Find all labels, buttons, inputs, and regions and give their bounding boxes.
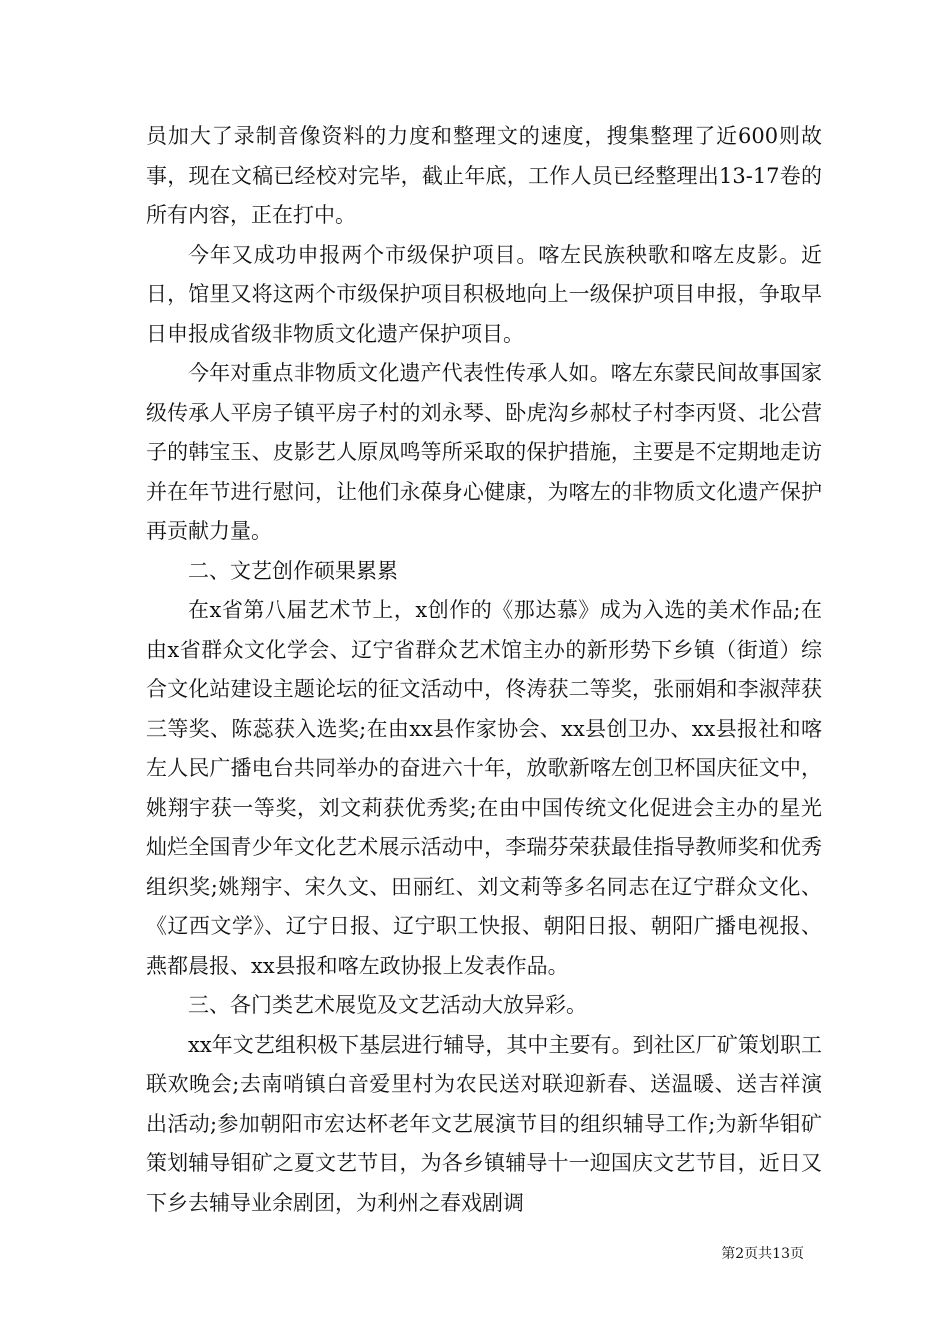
page-number: 第2页共13页 — [721, 1246, 804, 1262]
paragraph: 今年对重点非物质文化遗产代表性传承人如。喀左东蒙民间故事国家级传承人平房子镇平房子村的刘永琴、卧虎沟乡郝杖子村李丙贤、北公营子的韩宝玉、皮影艺人原凤鸣等所采取的保护措施，主要是不定期地走访并在年节进行慰问，让他们永葆身心健康，为喀左的非物质文化遗产保护再贡献力量。 — [146, 361, 822, 543]
section-heading: 二、文艺创作硕果累累 — [188, 558, 398, 583]
document-body — [146, 117, 822, 1223]
paragraph: xx年文艺组积极下基层进行辅导，其中主要有。到社区厂矿策划职工联欢晚会;去南哨镇白音爱里村为农民送对联迎新春、送温暖、送吉祥演出活动;参加朝阳市宏达杯老年文艺展演节目的组织辅导工作;为新华钼矿策划辅导钼矿之夏文艺节目，为各乡镇辅导十一迎国庆文艺节目，近日又下乡去辅导业余剧团，为利州之春戏剧调 — [146, 1032, 822, 1215]
section-heading: 三、各门类艺术展览及文艺活动大放异彩。 — [188, 993, 587, 1017]
paragraph: 在x省第八届艺术节上，x创作的《那达慕》成为入选的美术作品;在由x省群众文化学会、辽宁省群众艺术馆主办的新形势下乡镇（街道）综合文化站建设主题论坛的征文活动中，佟涛获二等奖，张丽娟和李淑萍获三等奖、陈蕊获入选奖;在由xx县作家协会、xx县创卫办、xx县报社和喀左人民广播电台共同举办的奋进六十年，放歌新喀左创卫杯国庆征文中，姚翔宇获一等奖，刘文莉获优秀奖;在由中国传统文化促进会主办的星光灿烂全国青少年文化艺术展示活动中，李瑞芬荣获最佳指导教师奖和优秀组织奖;姚翔宇、宋久文、田丽红、刘文莉等多名同志在辽宁群众文化、《辽西文学》、辽宁日报、辽宁职工快报、朝阳日报、朝阳广播电视报、燕都晨报、xx县报和喀左政协报上发表作品。 — [146, 598, 822, 978]
paragraph-continued: 员加大了录制音像资料的力度和整理文的速度，搜集整理了近600则故事，现在文稿已经校对完毕，截止年底，工作人员已经整理出13-17卷的所有内容，正在打中。 — [146, 124, 822, 227]
paragraph: 今年又成功申报两个市级保护项目。喀左民族秧歌和喀左皮影。近日，馆里又将这两个市级保护项目积极地向上一级保护项目申报，争取早日申报成省级非物质文化遗产保护项目。 — [146, 242, 822, 346]
